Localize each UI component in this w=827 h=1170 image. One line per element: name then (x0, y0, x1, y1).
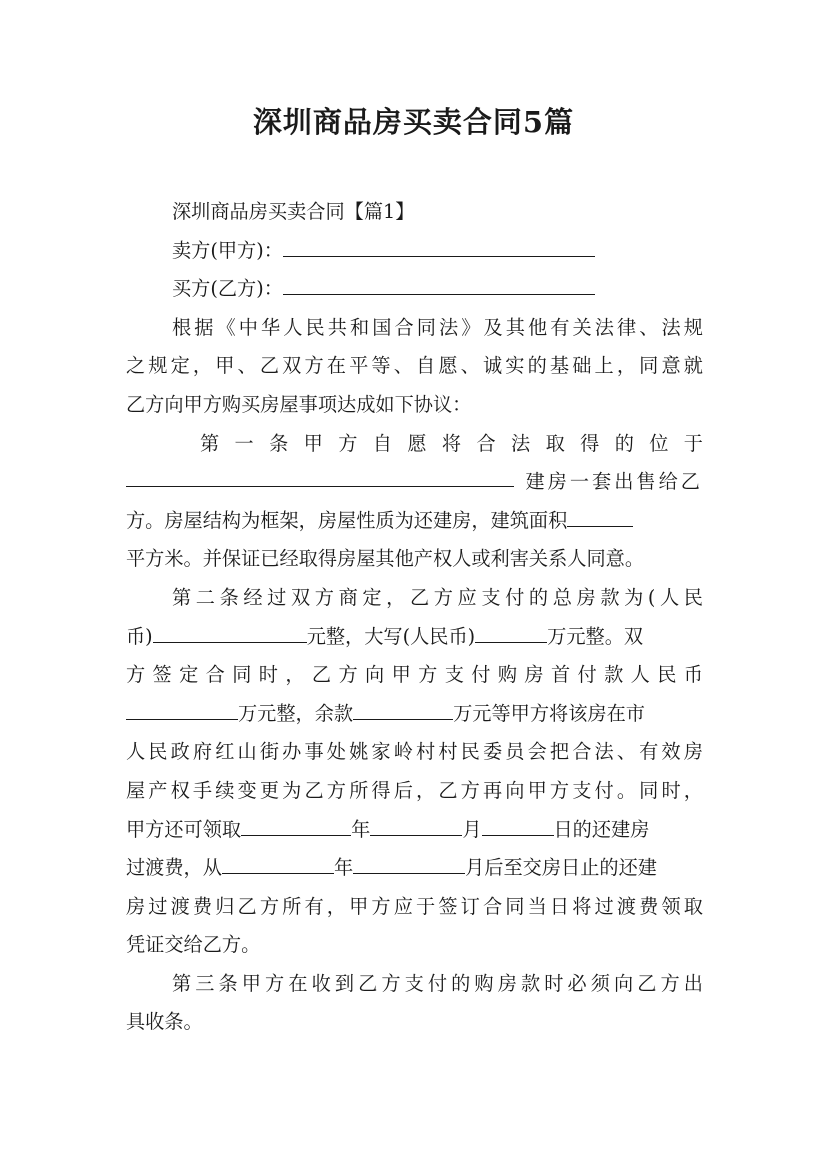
article1-line-4: 平方米。并保证已经取得房屋其他产权人或利害关系人同意。 (126, 547, 645, 571)
month-blank (370, 812, 462, 836)
article2-line-2 (126, 618, 703, 657)
preamble-line-3: 乙方向甲方购买房屋事项达成如下协议： (126, 392, 472, 416)
article3-line-2: 具收条。 (126, 1010, 203, 1034)
location-blank (126, 463, 514, 487)
buyer-label: 买方(乙方)： (172, 277, 283, 301)
area-blank (567, 503, 633, 527)
article2-text: 月 (462, 817, 482, 841)
total-price-blank (153, 619, 307, 643)
article2-text: 万元整。双 (547, 624, 644, 648)
article2-text: 元整，大写(人民币) (306, 624, 476, 648)
section-heading: 深圳商品房买卖合同【篇1】 (172, 200, 415, 223)
seller-blank (283, 233, 595, 257)
from-month-blank (353, 850, 465, 874)
article2-text: 万元整，余款 (238, 701, 354, 725)
article2-text: 日的还建房 (553, 817, 650, 841)
down-payment-blank (126, 696, 238, 720)
document-title: 深圳商品房买卖合同5篇 (252, 105, 575, 139)
article2-line-6: 屋产权手续变更为乙方所得后，乙方再向甲方支付。同时， (126, 778, 703, 802)
article1-line-2 (126, 463, 703, 502)
article2-text: 年 (333, 856, 354, 880)
seller-label: 卖方(甲方)： (172, 238, 283, 262)
article1-text: 方。房屋结构为框架，房屋性质为还建房，建筑面积 (126, 508, 568, 532)
preamble-line-1: 根据《中华人民共和国合同法》及其他有关法律、法规 (172, 315, 703, 339)
buyer-line (126, 270, 703, 309)
preamble-line-2: 之规定，甲、乙双方在平等、自愿、诚实的基础上，同意就 (126, 354, 703, 378)
article1-line-1: 第一条甲方自愿将合法取得的位于 (200, 431, 703, 455)
article2-text: 币) (126, 624, 153, 648)
seller-line (126, 232, 703, 271)
article2-line-5: 人民政府红山街办事处姚家岭村村民委员会把合法、有效房 (126, 740, 703, 764)
article2-line-8 (126, 849, 703, 888)
from-year-blank (222, 850, 334, 874)
article2-line-1: 第二条经过双方商定，乙方应支付的总房款为(人民 (172, 585, 703, 609)
article2-text: 甲方还可领取 (126, 817, 242, 841)
article2-line-3: 方签定合同时，乙方向甲方支付购房首付款人民币 (126, 663, 703, 687)
year-blank (241, 812, 351, 836)
article3-line-1: 第三条甲方在收到乙方支付的购房款时必须向乙方出 (172, 971, 703, 995)
article2-line-4 (126, 695, 703, 734)
article2-line-10: 凭证交给乙方。 (126, 933, 261, 957)
article2-text: 过渡费，从 (126, 856, 222, 880)
day-blank (482, 812, 554, 836)
article2-line-7 (126, 811, 703, 850)
article2-text: 月后至交房日止的还建 (465, 856, 657, 880)
contract-body (126, 193, 703, 1042)
article1-line-3 (126, 502, 703, 541)
total-price-words-blank (475, 619, 547, 643)
article2-text: 年 (351, 817, 371, 841)
article2-text: 万元等甲方将该房在市 (453, 701, 645, 725)
buyer-blank (283, 271, 595, 295)
article1-text: 建房一套出售给乙 (525, 470, 703, 494)
article2-line-9: 房过渡费归乙方所有，甲方应于签订合同当日将过渡费领取 (126, 894, 703, 918)
balance-blank (353, 696, 453, 720)
